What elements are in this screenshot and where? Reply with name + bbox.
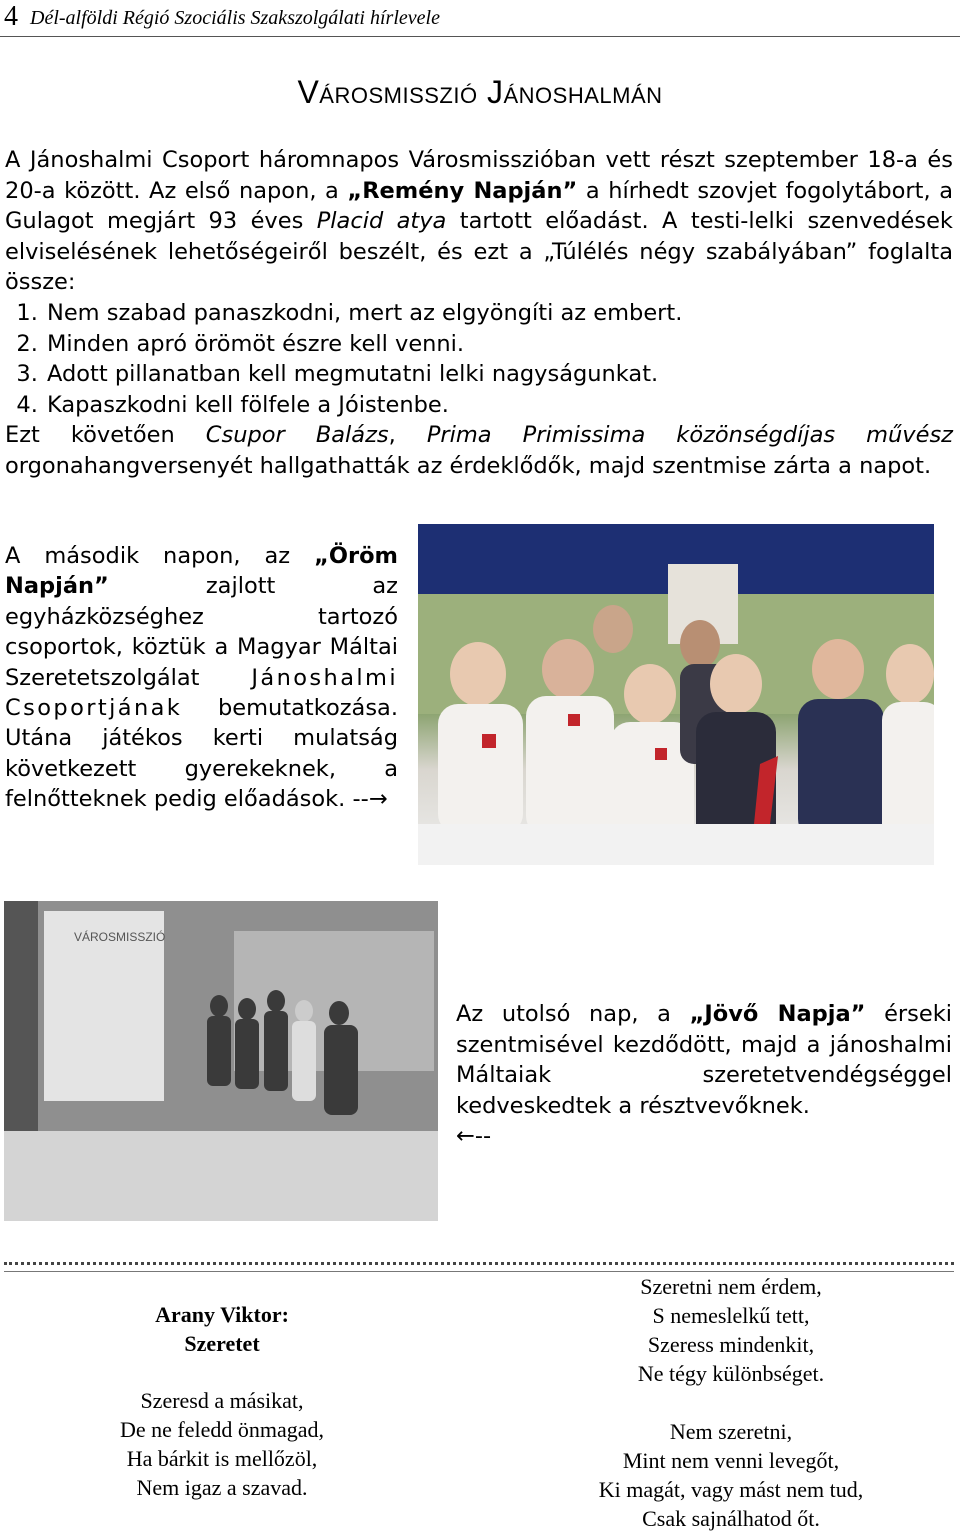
text-run: A Jánoshalmi Csoport háromnapos Városmisszióban vett részt szeptember 18-a és 20-a között. Az első napon, a — [5, 147, 953, 204]
group-photo-malta-volunteers — [418, 524, 934, 865]
poem-line: De ne feledd önmagad, — [119, 1417, 325, 1442]
poem-line: Szeresd a másikat, — [140, 1388, 304, 1413]
poem-right-column — [566, 1272, 896, 1533]
poem-line: S nemeslelkű tett, — [652, 1303, 810, 1328]
poem-line: Szeretni nem érdem, — [640, 1274, 822, 1299]
intro-paragraph — [5, 145, 953, 298]
text-run: a hírhedt szovjet fogolytábort, a Gulagot megjárt 93 éves — [5, 177, 953, 235]
poem-stanza — [90, 1386, 354, 1502]
day2-section — [5, 541, 398, 815]
page-header — [0, 0, 960, 37]
group-name: Jánoshalmi Csoportjának — [5, 664, 398, 722]
rule-item: 4. Kapaszkodni kell fölfele a Jóistenbe. — [45, 390, 953, 421]
photo-illustration — [4, 901, 438, 1221]
artist-title: Prima Primissima közönségdíjas művész — [426, 422, 953, 449]
page-number: 4 — [4, 1, 18, 32]
poem-line: Mint nem venni levegőt, — [622, 1448, 840, 1473]
rule-item: 2. Minden apró örömöt észre kell venni. — [45, 329, 953, 360]
day1-name: „Remény Napján” — [347, 177, 578, 204]
survival-rules-list — [5, 298, 953, 420]
poem-line: Szeress mindenkit, — [647, 1332, 815, 1357]
pavement — [4, 1131, 438, 1221]
day3-name: „Jövő Napja” — [689, 1001, 866, 1027]
day2-name: „Öröm Napján” — [5, 543, 398, 600]
poem-title: Szeretet — [184, 1331, 260, 1356]
photo-illustration — [418, 524, 934, 865]
concert-paragraph — [5, 420, 953, 481]
poem-line: Ne tégy különbséget. — [637, 1361, 825, 1386]
text-run: orgonahangversenyét hallgathatták az érdeklődők, majd szentmise zárta a napot. — [5, 452, 932, 479]
poem-author: Arany Viktor: — [155, 1302, 289, 1327]
text-run: Ezt követően — [5, 422, 206, 449]
poem-line: Nem szeretni, — [669, 1419, 793, 1444]
artist-name: Csupor Balázs — [205, 422, 389, 449]
article-title: Városmisszió Jánoshalmán — [297, 74, 663, 110]
text-run: , — [388, 422, 427, 449]
rule-item: 1. Nem szabad panaszkodni, mert az elgyöngíti az embert. — [45, 298, 953, 329]
crowd-photo-procession — [4, 901, 438, 1221]
text-run: A második napon, az — [5, 543, 315, 569]
poem-line: Nem igaz a szavad. — [136, 1475, 308, 1500]
section-divider — [4, 1262, 954, 1272]
text-run: zajlott az egyházközséghez tartozó csoportok, köztük a Magyar Máltai Szeretetszolgálat — [5, 573, 398, 691]
text-run: érseki szentmisével kezdődött, majd a jánoshalmi Máltaiak szeretetvendégséggel kedveskedtek a résztvevőknek. — [456, 1001, 953, 1119]
poem-stanza — [566, 1272, 896, 1388]
banner-text: VÁROSMISSZIÓ — [74, 930, 166, 944]
text-run: bemutatkozása. Utána játékos kerti mulatság következett gyerekeknek, a felnőtteknek pedig előadások. --→ — [5, 695, 398, 813]
poem-stanza — [566, 1417, 896, 1533]
poem-line: Ha bárkit is mellőzöl, — [126, 1446, 318, 1471]
table-with-leaflets — [418, 824, 934, 865]
day3-paragraph — [456, 999, 952, 1121]
poem-left-column — [90, 1300, 354, 1502]
poem-line: Ki magát, vagy mást nem tud, — [598, 1477, 864, 1502]
day2-paragraph — [5, 541, 398, 815]
intro-section — [5, 145, 953, 482]
back-arrow: ←-- — [456, 1123, 492, 1150]
poem-line: Csak sajnálhatod őt. — [642, 1506, 820, 1531]
text-run: tartott előadást. A testi-lelki szenvedések elviselésének lehetőségeiről beszélt, és ezt a „Túlélés négy szabályában” foglalta össze: — [5, 208, 953, 296]
speaker-name: Placid atya — [316, 208, 447, 235]
text-run: Az utolsó nap, a — [456, 1001, 690, 1027]
day3-section — [456, 999, 952, 1152]
publication-title: Dél-alföldi Régió Szociális Szakszolgálati hírlevele — [30, 7, 440, 29]
rule-item: 3. Adott pillanatban kell megmutatni lelki nagyságunkat. — [45, 359, 953, 390]
